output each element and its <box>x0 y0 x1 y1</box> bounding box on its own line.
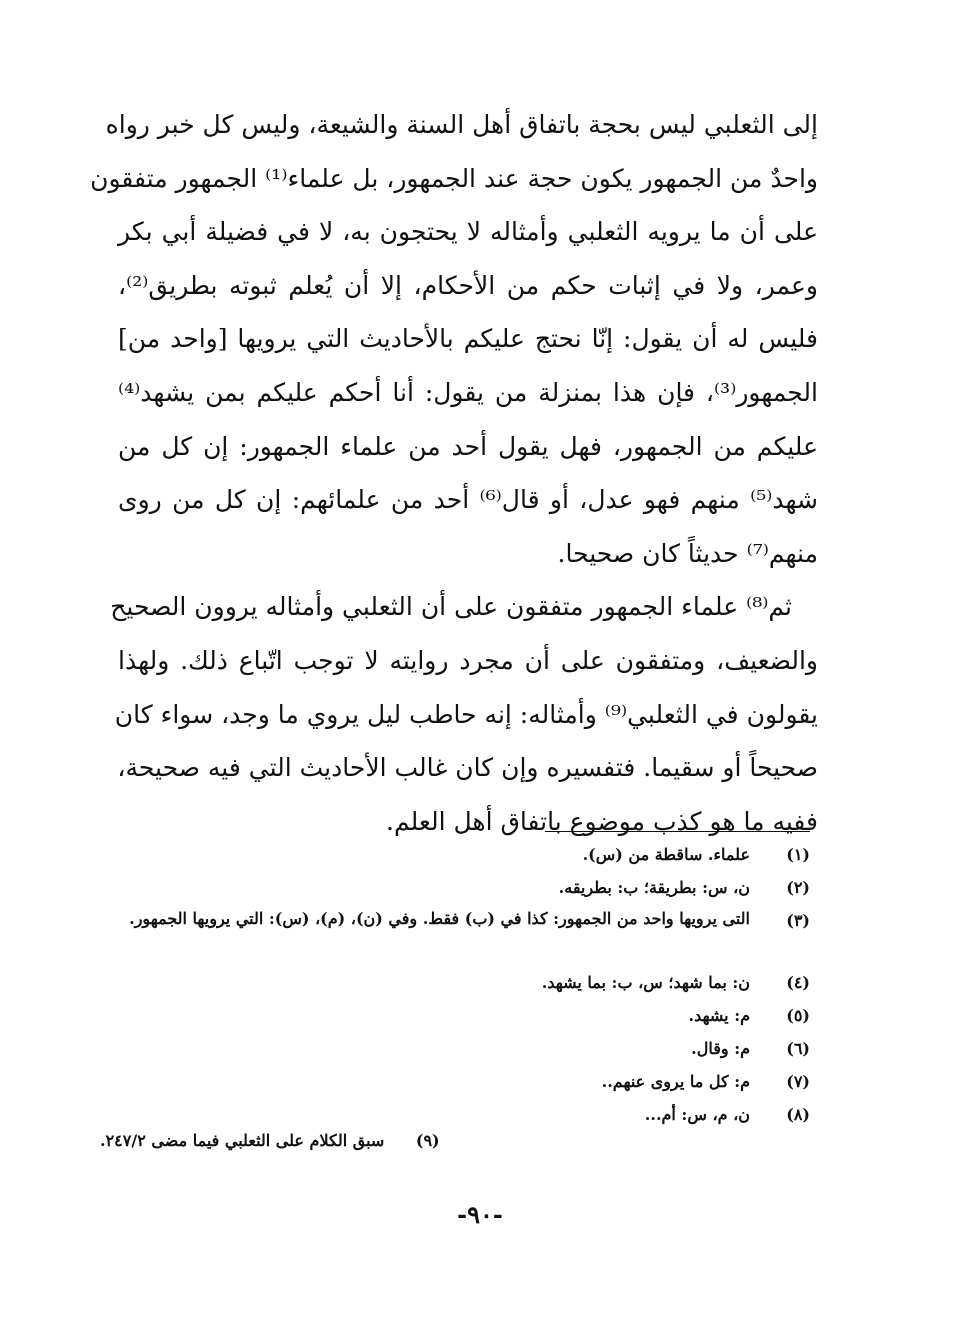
footnote-text: م: وقال. <box>691 1039 750 1058</box>
text-line: يقولون في الثعلبي⁽⁹⁾ وأمثاله: إنه حاطب ليل يروي ما وجد، سواء كان <box>114 699 818 729</box>
footnote-number: (٣) <box>786 911 810 930</box>
footnote-number: (٢) <box>786 878 810 897</box>
footnote-number: (٧) <box>786 1072 810 1091</box>
footnote-2 <box>90 871 810 904</box>
footnote-text: التى يرويها واحد من الجمهور: كذا في (ب) فقط. وفي (ن)، (م)، (س): التي يرويها الجمهور. <box>129 909 750 928</box>
text-line: على أن ما يرويه الثعلبي وأمثاله لا يحتجون به، لا في فضيلة أبي بكر <box>118 217 818 247</box>
footnote-text: ن، س: بطريقة؛ ب: بطريقه. <box>558 878 750 897</box>
footnote-divider <box>545 831 810 832</box>
footnote-number: (٤) <box>786 973 810 992</box>
text-line: إلى الثعلبي ليس بحجة باتفاق أهل السنة والشيعة، وليس كل خبر رواه <box>105 110 818 139</box>
text-line: ثم⁽⁸⁾ علماء الجمهور متفقون على أن الثعلبي وأمثاله يروون الصحيح <box>110 592 792 622</box>
text-line: صحيحاً أو سقيما. فتفسيره وإن كان غالب الأحاديث التي فيه صحيحة، <box>117 753 818 783</box>
text-line: فليس له أن يقول: إنّا نحتج عليكم بالأحاديث التي يرويها [واحد من] <box>118 324 818 354</box>
footnote-text: م: كل ما يروى عنهم.. <box>601 1072 750 1091</box>
footnote-text: سبق الكلام على الثعلبي فيما مضى ٢٤٧/٢. <box>100 1131 385 1150</box>
text-line: عليكم من الجمهور، فهل يقول أحد من علماء الجمهور: إن كل من <box>118 431 818 461</box>
footnotes <box>90 838 810 1131</box>
footnote-number: (٦) <box>786 1039 810 1058</box>
text-line: شهد⁽⁵⁾ منهم فهو عدل، أو قال⁽⁶⁾ أحد من علمائهم: إن كل من روى <box>118 485 818 515</box>
text-line: الجمهور⁽³⁾، فإن هذا بمنزلة من يقول: أنا أحكم عليكم بمن يشهد⁽⁴⁾ <box>118 377 818 407</box>
footnote-number: (٨) <box>786 1105 810 1124</box>
footnote-text: علماء. ساقطة من (س). <box>582 845 750 864</box>
footnote-text: ن: بما شهد؛ س، ب: بما يشهد. <box>541 973 750 992</box>
footnote-3 <box>90 904 810 966</box>
text-line: ففيه ما هو كذب موضوع باتفاق أهل العلم. <box>386 806 818 836</box>
footnote-number: (٩) <box>415 1131 440 1150</box>
footnote-1 <box>90 838 810 871</box>
footnote-text: ن، م، س: أم... <box>644 1105 750 1124</box>
text-line: واحدٌ من الجمهور يكون حجة عند الجمهور، بل علماء⁽¹⁾ الجمهور متفقون <box>90 163 818 193</box>
text-line: والضعيف، ومتفقون على أن مجرد روايته لا توجب اتّباع ذلك. ولهذا <box>118 645 818 675</box>
footnote-4 <box>90 966 810 999</box>
footnote-text: م: يشهد. <box>688 1006 750 1025</box>
footnote-number: (١) <box>786 845 810 864</box>
page-number: -٩٠- <box>457 1200 503 1229</box>
footnote-9 <box>100 1124 440 1157</box>
main-text <box>90 98 818 848</box>
footnote-7 <box>90 1065 810 1098</box>
text-line: وعمر، ولا في إثبات حكم من الأحكام، إلا أن يُعلم ثبوته بطريق⁽²⁾، <box>118 270 818 300</box>
footnote-number: (٥) <box>786 1006 810 1025</box>
footnote-6 <box>90 1032 810 1065</box>
footnote-5 <box>90 999 810 1032</box>
text-line: منهم⁽⁷⁾ حديثاً كان صحيحا. <box>557 538 818 568</box>
